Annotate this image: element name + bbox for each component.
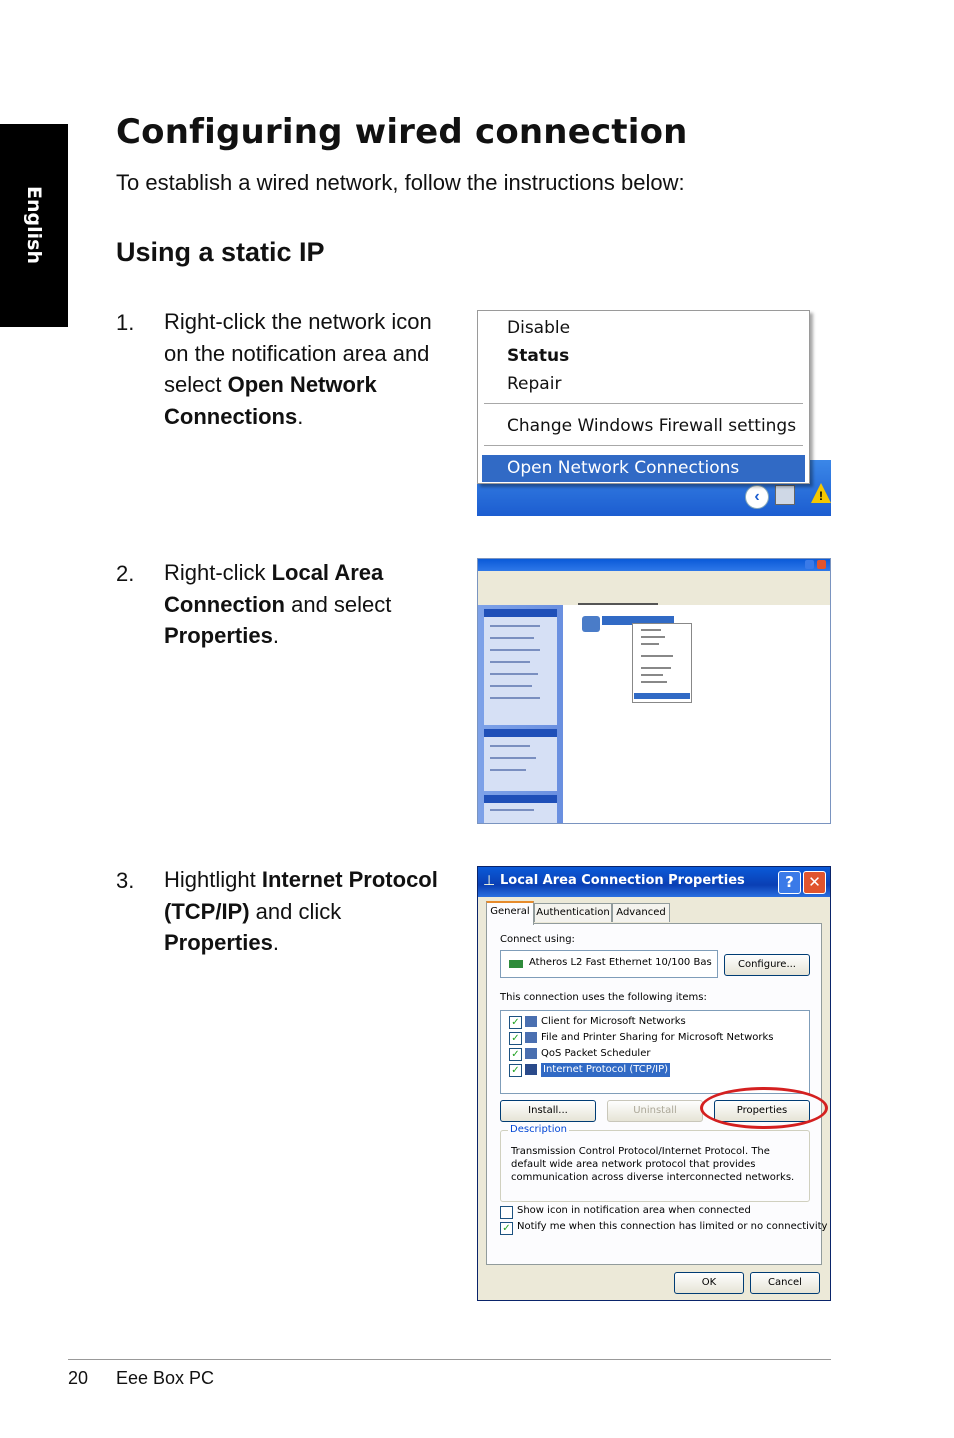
step-1-period: . xyxy=(297,403,304,429)
tab-general[interactable]: General xyxy=(486,901,534,925)
configure-button[interactable]: Configure... xyxy=(724,954,810,976)
checkbox-checked[interactable]: ✓ xyxy=(509,1048,522,1061)
list-item-label: Internet Protocol (TCP/IP) xyxy=(543,1064,669,1075)
dialog-title: Local Area Connection Properties xyxy=(500,873,745,888)
step-3-bold-1: Internet Protocol xyxy=(261,867,438,892)
help-button[interactable]: ? xyxy=(778,871,801,894)
maximize-icon xyxy=(805,560,814,569)
adapter-field xyxy=(500,950,718,978)
checkbox-checked[interactable]: ✓ xyxy=(509,1032,522,1045)
network-adapter-icon xyxy=(509,960,523,968)
menu-item-open-network-connections[interactable]: Open Network Connections xyxy=(507,458,740,478)
connection-context-menu xyxy=(632,623,692,703)
description-legend: Description xyxy=(510,1124,567,1135)
tab-advanced[interactable]: Advanced xyxy=(612,903,670,922)
adapter-name: Atheros L2 Fast Ethernet 10/100 Bas xyxy=(529,957,712,968)
step-2-text xyxy=(164,557,391,652)
step-2-bold-2: Connection xyxy=(164,591,285,617)
menu-item-repair[interactable]: Repair xyxy=(507,374,562,394)
tray-expand-icon[interactable]: ‹ xyxy=(745,485,769,509)
step-2-line-1: Right-click xyxy=(164,560,272,585)
step-1-line-1: Right-click the network icon xyxy=(164,309,432,334)
notify-label: Notify me when this connection has limited or no connectivity xyxy=(517,1221,828,1232)
show-icon-checkbox[interactable] xyxy=(500,1206,513,1219)
step-3-number: 3. xyxy=(116,868,135,893)
close-button[interactable]: ✕ xyxy=(803,871,826,894)
cancel-button[interactable]: Cancel xyxy=(750,1272,820,1294)
step-1-bold-2: Connections xyxy=(164,403,298,429)
properties-button[interactable]: Properties xyxy=(714,1100,810,1122)
footer-divider xyxy=(68,1359,831,1360)
description-text: Transmission Control Protocol/Internet Protocol. The default wide area network protocol that provides communication across diverse interconnected networks. xyxy=(511,1146,795,1183)
section-subtitle: Using a static IP xyxy=(116,237,325,267)
step-3-bold-2: (TCP/IP) xyxy=(164,898,250,924)
step-1-line-3: select xyxy=(164,372,228,397)
items-label: This connection uses the following items: xyxy=(500,992,707,1003)
page-number: 20 xyxy=(68,1368,89,1388)
tab-authentication[interactable]: Authentication xyxy=(534,903,612,922)
highlight-ring xyxy=(700,1087,828,1129)
screenshot-network-connections xyxy=(477,558,831,824)
screenshot-lan-properties xyxy=(477,866,831,1301)
step-2-line-2: and select xyxy=(285,591,392,617)
menu-item-disable[interactable]: Disable xyxy=(507,318,571,338)
list-item-label: Client for Microsoft Networks xyxy=(541,1016,686,1027)
step-3-period: . xyxy=(272,930,279,955)
menu-item-status[interactable]: Status xyxy=(507,346,570,366)
dialog-title-bar xyxy=(478,867,830,897)
task-pane xyxy=(478,605,563,823)
other-places-panel xyxy=(484,729,557,791)
menu-bar xyxy=(478,571,830,581)
show-icon-label: Show icon in notification area when connected xyxy=(517,1205,751,1216)
menu-separator xyxy=(484,445,803,446)
local-area-connection-icon[interactable] xyxy=(582,616,600,632)
properties-menu-highlight[interactable] xyxy=(634,693,690,699)
step-3-line-2: and click xyxy=(249,898,342,924)
step-1-line-2: on the notification area and xyxy=(164,340,430,366)
menu-item-firewall[interactable]: Change Windows Firewall settings xyxy=(507,416,797,436)
page-title: Configuring wired connection xyxy=(116,112,688,152)
components-list xyxy=(500,1010,810,1094)
menu-separator xyxy=(484,403,803,404)
step-3-line-1: Hightlight xyxy=(164,867,262,892)
step-2-number: 2. xyxy=(116,561,135,586)
checkbox-checked[interactable]: ✓ xyxy=(509,1064,522,1077)
description-group xyxy=(500,1124,810,1202)
step-2-bold-1: Local Area xyxy=(271,560,384,585)
protocol-icon xyxy=(525,1064,537,1075)
uninstall-button[interactable]: Uninstall xyxy=(607,1100,703,1122)
connect-using-label: Connect using: xyxy=(500,934,575,945)
screenshot-context-menu: ‹ ! Disable Status Repair Change Windows Firewall settings Open Network Connections xyxy=(477,310,831,516)
language-side-tab xyxy=(0,124,68,327)
client-icon xyxy=(525,1016,537,1027)
list-item-label: QoS Packet Scheduler xyxy=(541,1048,651,1059)
network-tray-icon[interactable] xyxy=(775,485,795,505)
notify-checkbox[interactable]: ✓ xyxy=(500,1222,513,1235)
step-1-number: 1. xyxy=(116,310,135,335)
window-title-bar xyxy=(478,559,830,571)
language-label: English xyxy=(23,186,45,264)
list-item-label: File and Printer Sharing for Microsoft Networks xyxy=(541,1032,774,1043)
intro-text: To establish a wired network, follow the instructions below: xyxy=(116,170,685,195)
scheduler-icon xyxy=(525,1048,537,1059)
toolbar xyxy=(478,581,830,598)
step-2-bold-3: Properties xyxy=(164,623,273,648)
step-3-bold-3: Properties xyxy=(164,930,273,955)
close-icon xyxy=(817,560,826,569)
step-3-text xyxy=(164,864,438,959)
sharing-icon xyxy=(525,1032,537,1043)
step-1-bold-1: Open Network xyxy=(227,372,377,397)
checkbox-checked[interactable]: ✓ xyxy=(509,1016,522,1029)
footer-product: Eee Box PC xyxy=(116,1368,215,1388)
step-1-text xyxy=(164,306,432,432)
network-icon: ⊥ xyxy=(483,873,496,889)
step-2-period: . xyxy=(272,623,279,648)
ok-button[interactable]: OK xyxy=(674,1272,744,1294)
install-button[interactable]: Install... xyxy=(500,1100,596,1122)
context-menu xyxy=(477,310,810,484)
